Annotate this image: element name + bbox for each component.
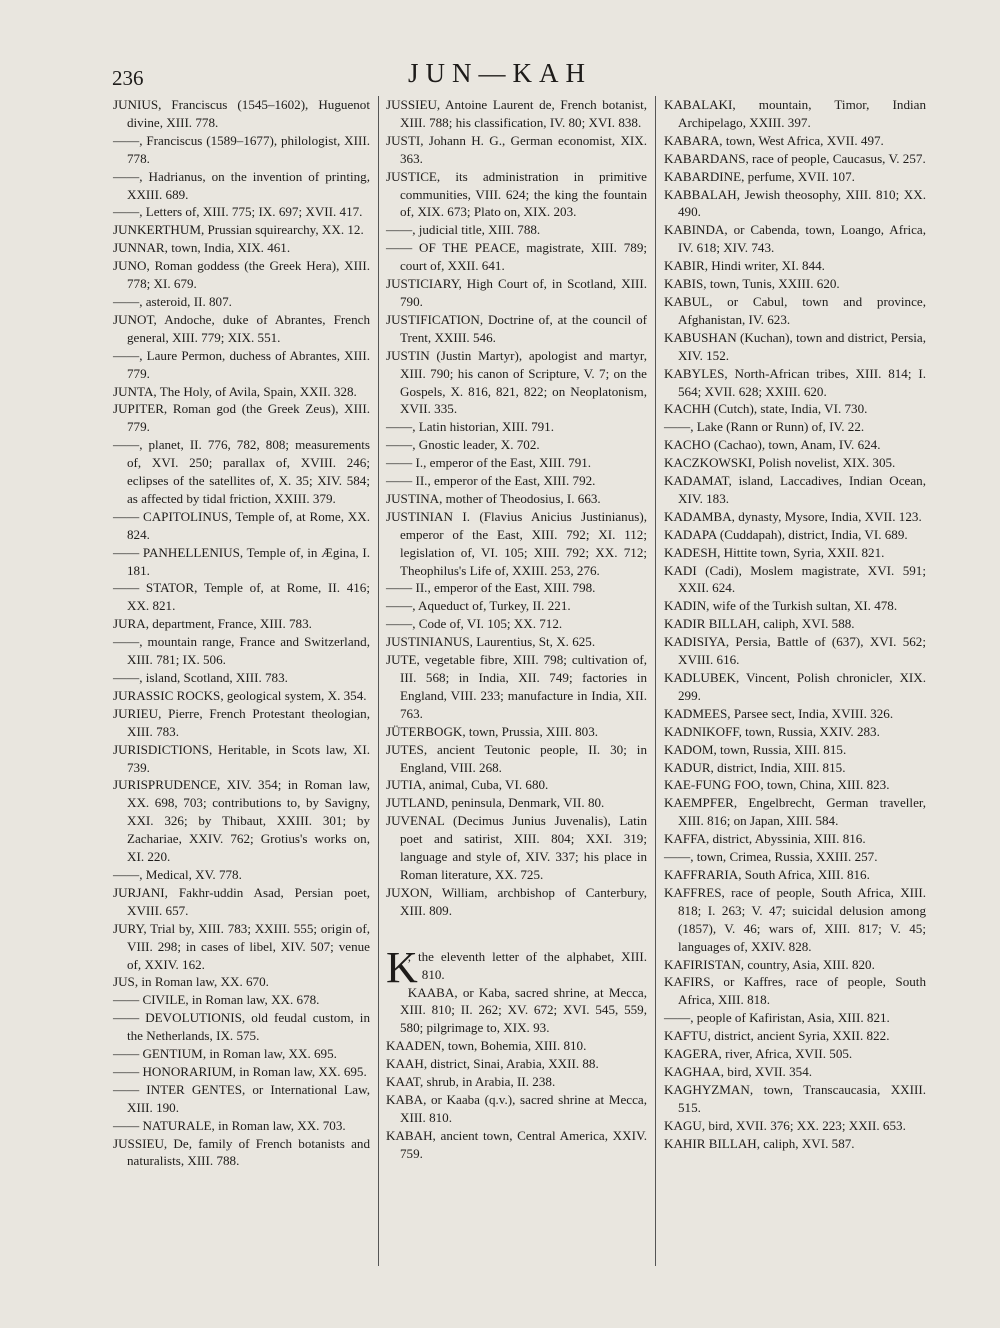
index-column-1 [113, 96, 370, 1170]
index-entry: ——, judicial title, XIII. 788. [386, 222, 541, 238]
column-rule-right [655, 96, 656, 1266]
index-entry: JUPITER, Roman god (the Greek Zeus), XIII. 779. [113, 401, 370, 435]
index-entry: KADAMBA, dynasty, Mysore, India, XVII. 123. [664, 508, 922, 524]
index-entry: KADLUBEK, Vincent, Polish chronicler, XIX. 299. [664, 670, 926, 703]
index-entry: —— DEVOLUTIONIS, old feudal custom, in the Netherlands, IX. 575. [113, 1010, 370, 1044]
index-entry: KAAT, shrub, in Arabia, II. 238. [386, 1074, 556, 1090]
index-entry: JURJANI, Fakhr-uddin Asad, Persian poet, XVIII. 657. [113, 884, 370, 918]
index-entry: KADAMAT, island, Laccadives, Indian Ocean, XIV. 183. [664, 473, 926, 506]
index-entry: KAFIRS, or Kaffres, race of people, South Africa, XIII. 818. [664, 974, 926, 1008]
page-number: 236 [112, 66, 144, 90]
index-entry: JUTES, ancient Teutonic people, II. 30; in England, VIII. 268. [386, 741, 647, 775]
index-entry: KAGHYZMAN, town, Transcaucasia, XXIII. 515. [664, 1081, 926, 1115]
index-entry: JURA, department, France, XIII. 783. [113, 616, 312, 632]
index-entry: KAFTU, district, ancient Syria, XXII. 822. [664, 1028, 890, 1044]
index-entry: ——, asteroid, II. 807. [113, 293, 232, 309]
index-entry: ——, people of Kafiristan, Asia, XIII. 821. [664, 1010, 890, 1026]
index-entry: JUSSIEU, Antoine Laurent de, French botanist, XIII. 788; his classification, IV. 80; XVI. 838. [386, 97, 647, 130]
index-entry: JURISPRUDENCE, XIV. 354; in Roman law, XX. 698, 703; contributions to, by Savigny, XXI. 326; by Thibaut, XXIII. 301; by Zachariae, XXIV. 762; Grotius's works on, XI. 220. [113, 777, 370, 865]
index-entry: JUSTICIARY, High Court of, in Scotland, XIII. 790. [386, 276, 647, 309]
letter-k-entry [386, 942, 647, 992]
index-column-3 [664, 96, 926, 1152]
index-entry: JUSSIEU, De, family of French botanists and naturalists, XIII. 788. [113, 1135, 370, 1169]
index-entry: JUTLAND, peninsula, Denmark, VII. 80. [386, 795, 605, 811]
index-entry: KADIN, wife of the Turkish sultan, XI. 478. [664, 598, 898, 614]
index-entry: JUXON, William, archbishop of Canterbury, XIII. 809. [386, 884, 647, 918]
index-column-2-k-entries [386, 984, 647, 1163]
index-entry: JUNNAR, town, India, XIX. 461. [113, 240, 291, 256]
index-entry: JUS, in Roman law, XX. 670. [113, 974, 269, 990]
index-entry: KAFIRISTAN, country, Asia, XIII. 820. [664, 956, 875, 972]
index-entry: KAGERA, river, Africa, XVII. 505. [664, 1046, 853, 1062]
index-entry: KAABA, or Kaba, sacred shrine, at Mecca, XIII. 810; II. 262; XV. 672; XVI. 545, 559, 580; pilgrimage to, XIX. 93. [400, 984, 647, 1036]
index-entry: KABARA, town, West Africa, XVII. 497. [664, 132, 884, 148]
index-entry: ——, Letters of, XIII. 775; IX. 697; XVII. 417. [113, 204, 363, 220]
index-entry: KAFFA, district, Abyssinia, XIII. 816. [664, 831, 866, 847]
index-entry: KAE-FUNG FOO, town, China, XIII. 823. [664, 777, 890, 793]
index-entry: KAHIR BILLAH, caliph, XVI. 587. [664, 1135, 855, 1151]
index-entry: JUSTIFICATION, Doctrine of, at the council of Trent, XXIII. 546. [386, 311, 647, 345]
index-entry: ——, mountain range, France and Switzerland, XIII. 781; IX. 506. [113, 634, 370, 668]
index-entry: JUNIUS, Franciscus (1545–1602), Huguenot divine, XIII. 778. [113, 97, 370, 130]
index-entry: JUSTINA, mother of Theodosius, I. 663. [386, 490, 601, 506]
index-entry: JUSTI, Johann H. G., German economist, XIX. 363. [386, 132, 647, 166]
drop-cap-k: K [386, 942, 418, 992]
index-entry: —— II., emperor of the East, XIII. 798. [386, 580, 596, 596]
index-entry: KABUSHAN (Kuchan), town and district, Persia, XIV. 152. [664, 329, 926, 363]
index-entry: —— INTER GENTES, or International Law, XIII. 190. [113, 1081, 370, 1115]
index-entry: JUNTA, The Holy, of Avila, Spain, XXII. 328. [113, 383, 357, 399]
index-entry: ——, Lake (Rann or Runn) of, IV. 22. [664, 419, 865, 435]
index-entry: KADOM, town, Russia, XIII. 815. [664, 741, 847, 757]
index-entry: KABAH, ancient town, Central America, XXIV. 759. [386, 1127, 647, 1161]
index-entry: KABYLES, North-African tribes, XIII. 814; I. 564; XVII. 628; XXIII. 620. [664, 365, 926, 399]
index-entry: KADISIYA, Persia, Battle of (637), XVI. 562; XVIII. 616. [664, 634, 926, 668]
index-entry: —— II., emperor of the East, XIII. 792. [386, 473, 596, 489]
index-entry: KADAPA (Cuddapah), district, India, VI. 689. [664, 526, 908, 542]
index-entry: KABIR, Hindi writer, XI. 844. [664, 258, 825, 274]
index-entry: JUSTICE, its administration in primitive communities, VIII. 624; the king the fountain of, XIX. 673; Plato on, XIX. 203. [386, 168, 647, 220]
index-entry: KABARDANS, race of people, Caucasus, V. 257. [664, 150, 926, 166]
index-entry: KABIS, town, Tunis, XXIII. 620. [664, 276, 840, 292]
index-entry: JUSTIN (Justin Martyr), apologist and martyr, XIII. 790; his canon of Scripture, V. 7; on the Gospels, X. 816, 821, 822; on Neoplatonism, XVII. 335. [386, 347, 647, 417]
letter-k-definition: , the eleventh letter of the alphabet, XIII. 810. [407, 948, 647, 982]
index-entry: KABBALAH, Jewish theosophy, XIII. 810; XX. 490. [664, 186, 926, 220]
index-entry: KABARDINE, perfume, XVII. 107. [664, 168, 855, 184]
index-entry: KAGHAA, bird, XVII. 354. [664, 1063, 813, 1079]
index-entry: ——, town, Crimea, Russia, XXIII. 257. [664, 849, 878, 865]
index-entry: JURASSIC ROCKS, geological system, X. 354. [113, 687, 367, 703]
index-entry: ——, Aqueduct of, Turkey, II. 221. [386, 598, 571, 614]
index-entry: JUTE, vegetable fibre, XIII. 798; cultivation of, III. 568; in India, XII. 749; factories in England, VIII. 233; manufacture in India, XII. 763. [386, 652, 647, 721]
index-entry: KADESH, Hittite town, Syria, XXII. 821. [664, 544, 885, 560]
index-entry: ——, Code of, VI. 105; XX. 712. [386, 616, 563, 632]
index-entry: JUSTINIAN I. (Flavius Anicius Justinianus), emperor of the East, XIII. 792; XI. 112; legislation of, VI. 105; XIII. 792; XX. 712; Theophilus's Life of, XXIII. 253, 276. [386, 508, 647, 578]
index-entry: ——, Hadrianus, on the invention of printing, XXIII. 689. [113, 168, 370, 202]
index-entry: ——, Medical, XV. 778. [113, 866, 242, 882]
index-entry: KAADEN, town, Bohemia, XIII. 810. [386, 1038, 587, 1054]
index-column-2-entries [386, 96, 647, 920]
index-entry: JURISDICTIONS, Heritable, in Scots law, XI. 739. [113, 741, 370, 775]
index-column-2 [386, 96, 647, 1163]
index-entry: KAGU, bird, XVII. 376; XX. 223; XXII. 653. [664, 1117, 906, 1133]
index-entry: KAAH, district, Sinai, Arabia, XXII. 88. [386, 1056, 599, 1072]
index-entry: JURY, Trial by, XIII. 783; XXIII. 555; origin of, VIII. 298; in cases of libel, XIV. 507; venue of, XXIV. 162. [113, 920, 370, 972]
index-entry: KAFFRES, race of people, South Africa, XIII. 818; I. 263; V. 47; suicidal delusion among (1857), V. 46; wars of, XIII. 817; V. 45; languages of, XXIV. 828. [664, 884, 926, 954]
index-entry: —— PANHELLENIUS, Temple of, in Ægina, I. 181. [113, 544, 370, 578]
index-entry: —— HONORARIUM, in Roman law, XX. 695. [113, 1063, 367, 1079]
index-entry: —— NATURALE, in Roman law, XX. 703. [113, 1117, 346, 1133]
running-head: JUN—KAH [408, 58, 592, 88]
index-entry: JUNKERTHUM, Prussian squirearchy, XX. 12. [113, 222, 364, 238]
index-entry: ——, Franciscus (1589–1677), philologist, XIII. 778. [113, 132, 370, 166]
index-entry: KADNIKOFF, town, Russia, XXIV. 283. [664, 723, 880, 739]
index-entry: ——, Laure Permon, duchess of Abrantes, XIII. 779. [113, 347, 370, 381]
index-entry: KACHO (Cachao), town, Anam, IV. 624. [664, 437, 881, 453]
index-entry: —— CIVILE, in Roman law, XX. 678. [113, 992, 320, 1008]
index-entry: JUNOT, Andoche, duke of Abrantes, French general, XIII. 779; XIX. 551. [113, 311, 370, 345]
index-entry: ——, planet, II. 776, 782, 808; measurements of, XVI. 250; parallax of, XVIII. 246; eclipses of the satellites of, X. 35; XIV. 584; as affected by tidal friction, XXIII. 379. [113, 437, 370, 506]
index-entry: —— CAPITOLINUS, Temple of, at Rome, XX. 824. [113, 508, 370, 542]
index-entry: KACHH (Cutch), state, India, VI. 730. [664, 401, 868, 417]
index-entry: ——, island, Scotland, XIII. 783. [113, 670, 288, 685]
index-entry: KABALAKI, mountain, Timor, Indian Archipelago, XXIII. 397. [664, 97, 926, 130]
index-entry: —— GENTIUM, in Roman law, XX. 695. [113, 1046, 337, 1062]
index-entry: KAFFRARIA, South Africa, XIII. 816. [664, 866, 870, 882]
index-entry: KADMEES, Parsee sect, India, XVIII. 326. [664, 705, 894, 721]
index-entry: KADI (Cadi), Moslem magistrate, XVI. 591; XXII. 624. [664, 562, 926, 596]
index-entry: KAEMPFER, Engelbrecht, German traveller, XIII. 816; on Japan, XIII. 584. [664, 795, 926, 829]
index-entry: ——, Latin historian, XIII. 791. [386, 419, 555, 435]
column-rule-left [378, 96, 379, 1266]
index-entry: KABA, or Kaaba (q.v.), sacred shrine at Mecca, XIII. 810. [386, 1091, 647, 1125]
index-entry: JUSTINIANUS, Laurentius, St, X. 625. [386, 634, 596, 650]
index-entry: JUTIA, animal, Cuba, VI. 680. [386, 777, 549, 793]
index-entry: —— OF THE PEACE, magistrate, XIII. 789; court of, XXII. 641. [386, 240, 647, 274]
index-entry: JURIEU, Pierre, French Protestant theologian, XIII. 783. [113, 705, 370, 739]
index-entry: KADIR BILLAH, caliph, XVI. 588. [664, 616, 855, 632]
index-entry: JUVENAL (Decimus Junius Juvenalis), Latin poet and satirist, XIII. 804; XXI. 319; language and style of, XIV. 337; his place in Roman literature, XX. 725. [386, 813, 647, 882]
index-entry: KABINDA, or Cabenda, town, Loango, Africa, IV. 618; XIV. 743. [664, 222, 926, 256]
index-entry: KABUL, or Cabul, town and province, Afghanistan, IV. 623. [664, 293, 926, 327]
index-entry: KACZKOWSKI, Polish novelist, XIX. 305. [664, 455, 896, 471]
index-entry: JUNO, Roman goddess (the Greek Hera), XIII. 778; XI. 679. [113, 258, 370, 292]
index-entry: —— STATOR, Temple of, at Rome, II. 416; XX. 821. [113, 580, 370, 614]
index-entry: —— I., emperor of the East, XIII. 791. [386, 455, 592, 471]
index-entry: ——, Gnostic leader, X. 702. [386, 437, 540, 453]
index-entry: KADUR, district, India, XIII. 815. [664, 759, 846, 775]
index-entry: JÜTERBOGK, town, Prussia, XIII. 803. [386, 723, 599, 739]
